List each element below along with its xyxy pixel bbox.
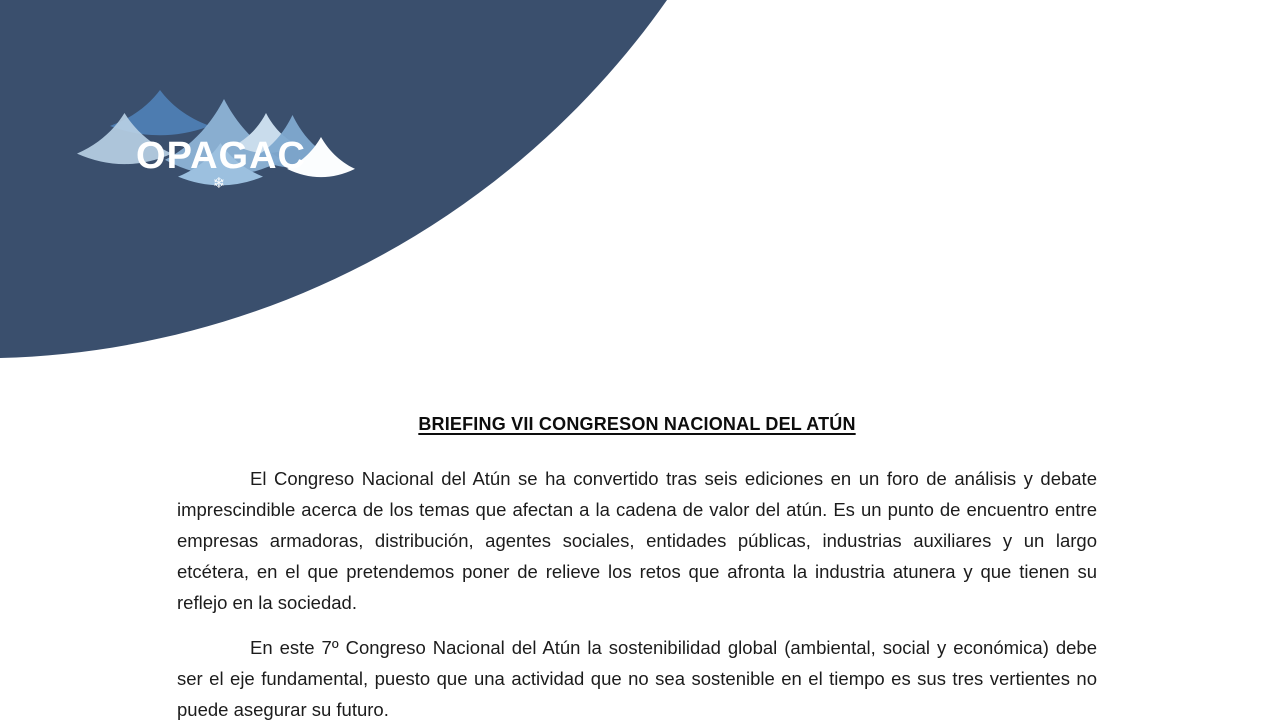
paragraph-1: El Congreso Nacional del Atún se ha convertido tras seis ediciones en un foro de análisis y debate imprescindible acerca de los temas que afectan a la cadena de valor del atún. Es un punto de encuentro entre empresas armadoras, distribución, agentes sociales, entidades públicas, industrias auxiliares y un largo etcétera, en el que pretendemos poner de relieve los retos que afronta la industria atunera y que tienen su reflejo en la sociedad. — [177, 468, 1097, 613]
document-content — [177, 414, 1097, 728]
paragraph-2: En este 7º Congreso Nacional del Atún la sostenibilidad global (ambiental, social y económica) debe ser el eje fundamental, puesto que una actividad que no sea sostenible en el tiempo es sus tres vertientes no puede asegurar su futuro. — [177, 637, 1097, 720]
document-title: BRIEFING VII CONGRESON NACIONAL DEL ATÚN — [418, 414, 856, 434]
opagac-logo — [75, 85, 385, 210]
logo-text: OPAGAC — [136, 135, 306, 177]
snowflake-icon: ❄ — [212, 174, 226, 192]
